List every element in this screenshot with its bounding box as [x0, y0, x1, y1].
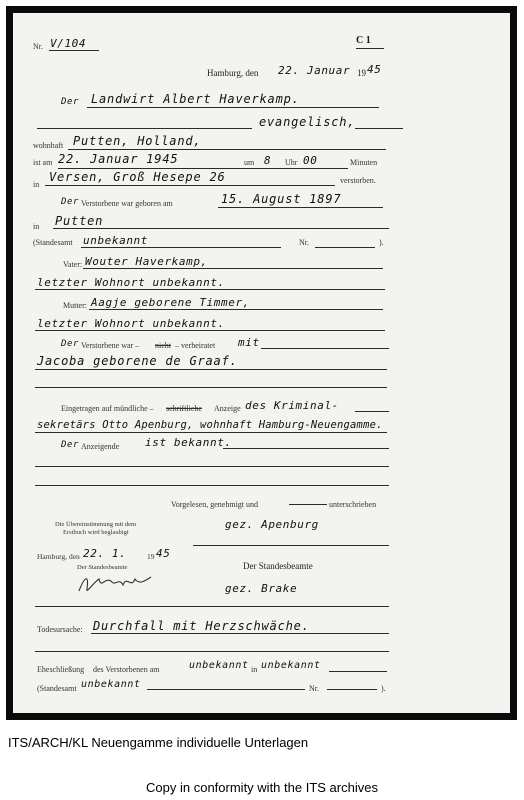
registrar-small-label: Der Standesbeamte [77, 564, 128, 571]
deceased-name: Landwirt Albert Haverkamp. [91, 92, 300, 106]
birth-date-value: 15. August 1897 [221, 192, 342, 206]
registry-close: ). [379, 238, 384, 247]
cause-value: Durchfall mit Herzschwäche. [93, 619, 310, 633]
last-nr-label: Nr. [309, 684, 319, 693]
marriage-label-b: des Verstorbenen am [93, 665, 160, 674]
bottom-date-value: 22. 1. [83, 547, 127, 560]
minutes-label: Minuten [350, 158, 378, 167]
last-registry-label: (Standesamt [37, 684, 77, 693]
registrar-signed: gez. Brake [225, 582, 298, 595]
married-label-strike: nicht [155, 341, 171, 350]
reporter-prefix: Der [61, 440, 80, 450]
conformity-line-1: Die Übereinstimmung mit dem [55, 521, 137, 528]
died-on-label: ist am [33, 158, 53, 167]
married-prefix: Der [61, 339, 80, 349]
registrar-title: Der Standesbeamte [243, 561, 313, 571]
signed-label: unterschrieben [329, 500, 377, 509]
at-label: um [244, 158, 255, 167]
death-minute: 00 [303, 154, 318, 167]
hour-label: Uhr [285, 158, 298, 167]
report-label-a: Eingetragen auf mündliche – [61, 404, 154, 413]
registry-label: (Standesamt [33, 238, 73, 247]
father-address: letzter Wohnort unbekannt. [37, 276, 225, 289]
death-place-value: Versen, Groß Hesepe 26 [49, 170, 226, 184]
reporter-label: Anzeigende [81, 442, 120, 451]
l6-prefix: Der [61, 197, 80, 207]
married-value: mit [238, 336, 260, 349]
death-date-value: 22. Januar 1945 [58, 152, 179, 166]
nr-value: V/104 [50, 37, 87, 50]
registrar-signature-icon [75, 571, 155, 599]
death-certificate-form [13, 13, 510, 713]
form-code: C 1 [356, 35, 371, 46]
nr-label: Nr. [33, 42, 43, 51]
father-value: Wouter Haverkamp, [85, 255, 208, 268]
year-prefix: 19 [357, 68, 366, 78]
religion-value: evangelisch, [259, 115, 356, 129]
marriage-label-a: Eheschließung [37, 665, 85, 674]
bottom-year-prefix: 19 [147, 552, 155, 561]
informant-signature: gez. Apenburg [225, 518, 319, 531]
last-close: ). [381, 684, 386, 693]
spouse-value: Jacoba geborene de Graaf. [37, 354, 238, 368]
death-place-label: in [33, 180, 40, 189]
registry-value: unbekannt [83, 234, 149, 247]
report-value-2: sekretärs Otto Apenburg, wohnhaft Hamburg-Neuengamme. [37, 419, 383, 431]
married-label-a: Verstorbene war – [81, 341, 140, 350]
read-approved-label: Vorgelesen, genehmigt und [171, 500, 259, 509]
marriage-place-value: unbekannt [261, 660, 321, 671]
marriage-in-label: in [251, 665, 258, 674]
mother-value: Aagje geborene Timmer, [91, 296, 250, 309]
year-value: 45 [367, 63, 382, 76]
father-label: Vater: [63, 260, 83, 269]
bottom-year-value: 45 [156, 547, 171, 560]
cause-label: Todesursache: [37, 625, 83, 634]
archive-caption: ITS/ARCH/KL Neuengamme individuelle Unterlagen [8, 735, 309, 750]
born-on-label: Verstorbene war geboren am [81, 199, 173, 208]
registry-nr-label: Nr. [299, 238, 309, 247]
l1-prefix: Der [61, 97, 80, 107]
report-label-strike: schriftliche [166, 404, 202, 413]
death-hour: 8 [264, 154, 272, 167]
residence-value: Putten, Holland, [73, 134, 202, 148]
birth-place-value: Putten [55, 214, 104, 228]
died-label: verstorben. [340, 176, 376, 185]
date-value: 22. Januar [278, 64, 351, 77]
married-label-b: – verheiratet [175, 341, 216, 350]
marriage-date-value: unbekannt [189, 660, 249, 671]
mother-address: letzter Wohnort unbekannt. [37, 317, 225, 330]
last-registry-value: unbekannt [81, 679, 141, 690]
conformity-line-2: Erstbuch wird beglaubigt [63, 529, 129, 536]
report-label-b: Anzeige [214, 404, 241, 413]
copy-caption: Copy in conformity with the ITS archives [146, 780, 378, 795]
reporter-value: ist bekannt. [145, 436, 232, 449]
report-value-1: des Kriminal- [245, 399, 339, 412]
bottom-date-label: Hamburg, den [37, 552, 80, 561]
place-date-label: Hamburg, den [207, 68, 259, 78]
residence-label: wohnhaft [33, 141, 64, 150]
birth-place-label: in [33, 222, 40, 231]
mother-label: Mutter: [63, 301, 87, 310]
